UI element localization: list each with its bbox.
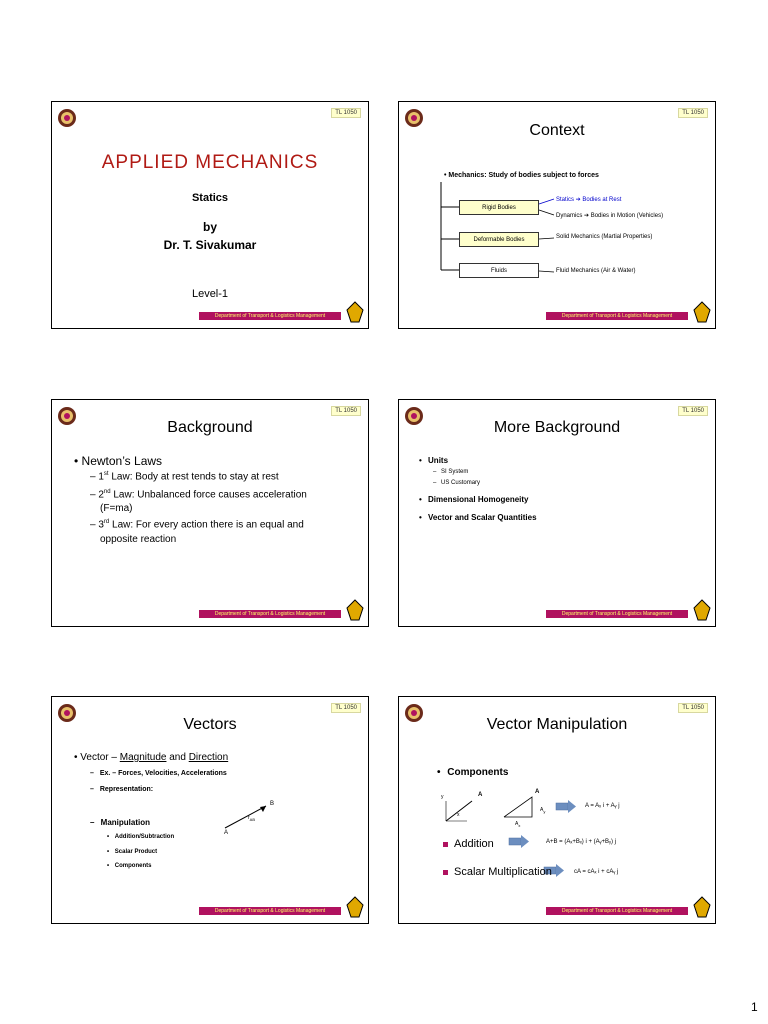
branch-fluid: Fluid Mechanics (Air & Water) [556,268,636,274]
box-fluids: Fluids [459,263,539,278]
point-a-label: A [224,830,229,836]
slide-title: Vectors [183,716,237,733]
manip-scalar: • Scalar Product [107,849,158,855]
course-code: TL 1050 [678,406,708,416]
manip-addition: • Addition/Subtraction [107,834,175,840]
item-units: • Units [419,456,449,465]
arrow-components [556,803,568,810]
square-bullet-icon [443,842,448,847]
slide-background [51,399,369,627]
law-3: – 3rd Law: For every action there is an equal and [90,519,304,531]
axis-y-label: y [441,794,444,800]
point-b-label: B [270,801,275,807]
mascot-logo [692,895,712,919]
vector-rab-label: $r_{AB}$ [248,815,256,822]
eq-scalar: cA = cAₓ i + cAᵧ j [574,869,619,875]
vector-ab-diagram [52,697,369,924]
bullet-scalar-mult: Scalar Multiplication [443,866,552,878]
sub-examples: – Ex. – Forces, Velocities, Accelerations [90,770,227,777]
course-code: TL 1050 [678,108,708,118]
law-1: – 1st Law: Body at rest tends to stay at rest [90,471,279,483]
bullet-mechanics: • Mechanics: Study of bodies subject to forces [444,172,599,179]
mascot-logo [345,300,365,324]
branch-dynamics: Dynamics ➔ Bodies in Motion (Vehicles) [556,213,664,219]
component-ay-label: $A_y$ [540,807,546,814]
slide-title: More Background [493,419,621,436]
footer-bar: Department of Transport & Logistics Management [199,907,341,915]
footer-bar: Department of Transport & Logistics Management [546,312,688,320]
mascot-logo [692,300,712,324]
slide-title: Background [167,419,253,436]
slide-more-background [398,399,716,627]
slide-applied-mechanics [51,101,369,329]
law-3-cont: opposite reaction [100,534,177,545]
item-dimensional: • Dimensional Homogeneity [419,495,529,504]
level: Level-1 [191,288,229,300]
branch-solid: Solid Mechanics (Martial Properties) [556,234,653,240]
author: Dr. T. Sivakumar [163,238,257,252]
course-code: TL 1050 [678,703,708,713]
bullet-newtons-laws-text: Newton’s Laws [81,454,163,468]
course-code: TL 1050 [331,406,361,416]
slide-title: Context [529,122,585,139]
bullet-newtons-laws: • Newton’s Laws [74,454,163,468]
footer-bar: Department of Transport & Logistics Management [199,610,341,618]
footer-bar: Department of Transport & Logistics Management [546,610,688,618]
sub-representation: – Representation: [90,786,154,793]
box-deformable-bodies: Deformable Bodies [459,232,539,247]
sub-si-system: – SI System [433,469,469,475]
law-2: – 2nd Law: Unbalanced force causes acceleration [90,489,307,501]
footer-bar: Department of Transport & Logistics Management [546,907,688,915]
bullet-addition: Addition [443,838,494,850]
arrow-addition [509,838,521,845]
course-code: TL 1050 [331,108,361,118]
vector-a-label-1: A [478,792,483,798]
university-crest-logo [57,106,77,130]
eq-components: A = Aₓ i + Aᵧ j [585,803,620,809]
slide-context [398,101,716,329]
bullet-mechanics-text: Mechanics: Study of bodies subject to forces [448,172,599,179]
mascot-logo [345,598,365,622]
item-vector-scalar: • Vector and Scalar Quantities [419,513,537,522]
manip-components: • Components [107,863,152,869]
footer-bar: Department of Transport & Logistics Management [199,312,341,320]
slide-vector-manipulation [398,696,716,924]
by-label: by [202,220,217,234]
mascot-logo [345,895,365,919]
course-code: TL 1050 [331,703,361,713]
mascot-logo [692,598,712,622]
law-2-cont: (F=ma) [100,503,133,514]
components-diagram [399,697,716,924]
slide-title: APPLIED MECHANICS [101,152,319,173]
slide-title: Vector Manipulation [486,716,628,733]
axis-x-label: x [457,812,460,818]
bullet-vector: • Vector – Magnitude and Direction [74,752,229,763]
vector-a-label-2: A [535,789,540,795]
page-number: 1 [751,1000,758,1014]
slide-vectors [51,696,369,924]
box-rigid-bodies: Rigid Bodies [459,200,539,215]
subtitle: Statics [191,192,229,204]
component-ax-label: $A_x$ [515,821,521,828]
branch-statics: Statics ➔ Bodies at Rest [556,197,622,203]
square-bullet-icon [443,870,448,875]
eq-addition: A+B = (Aₓ+Bₓ) i + (Aᵧ+Bᵧ) j [546,839,616,845]
sub-us-customary: – US Customary [433,480,481,486]
sub-manipulation: – Manipulation [90,818,150,827]
bullet-components: • Components [437,767,509,778]
